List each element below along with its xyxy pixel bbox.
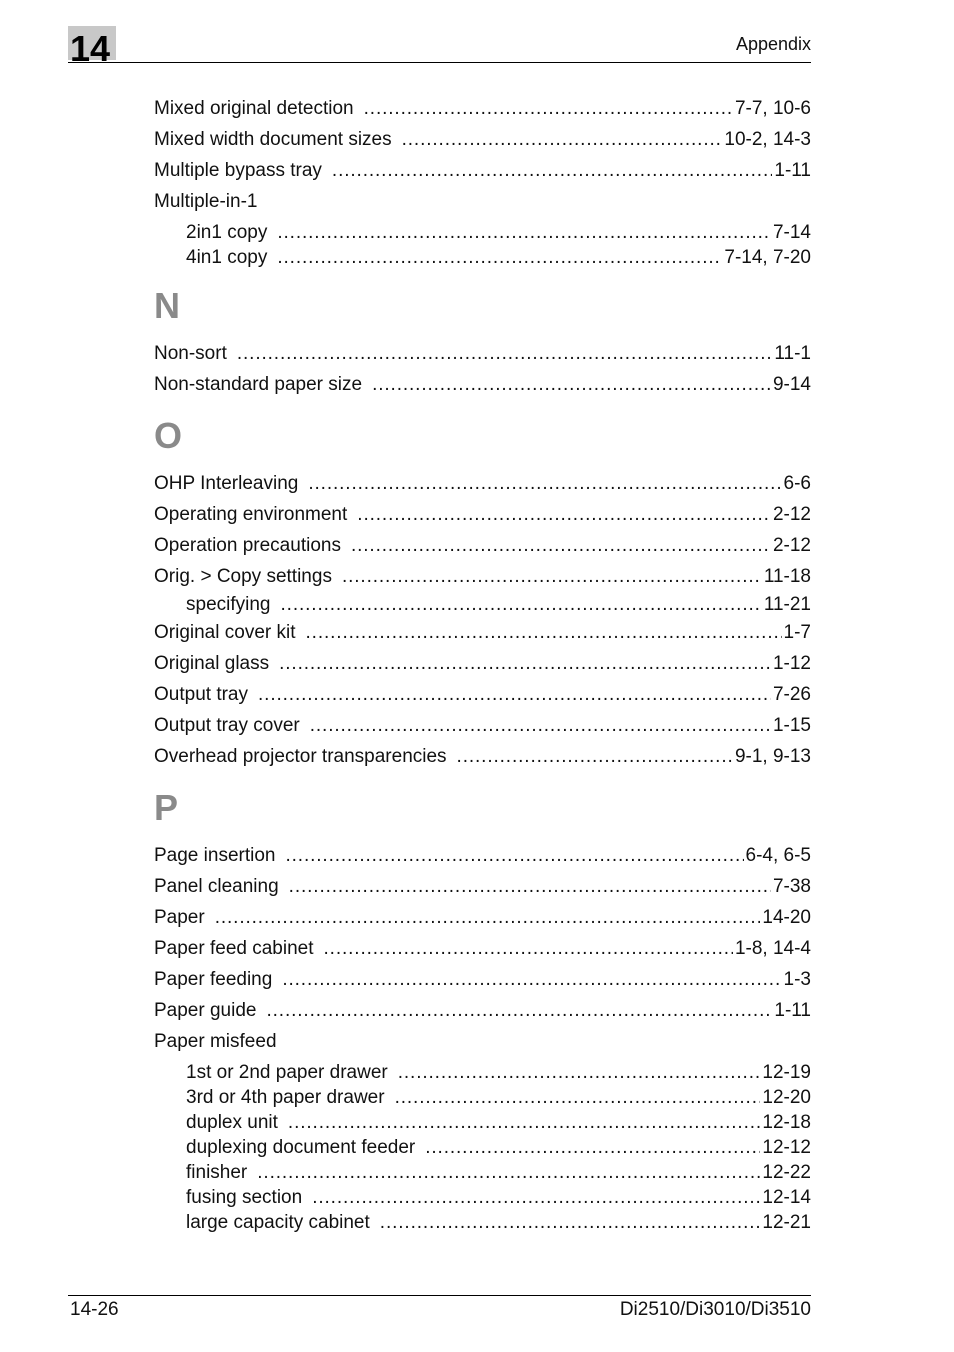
index-page-refs: 12-21: [762, 1212, 811, 1233]
index-subentry: [154, 245, 811, 270]
index-term: duplex unit: [186, 1112, 278, 1133]
dot-leader: [351, 530, 771, 561]
index-term: Non-standard paper size: [154, 374, 363, 395]
index-entry: [154, 1026, 811, 1057]
index-entry: [154, 155, 811, 186]
index-term: Paper misfeed: [154, 1031, 277, 1052]
index-entry: [154, 741, 811, 772]
dot-leader: [306, 617, 782, 648]
index-page-refs: 7-38: [772, 876, 811, 897]
index-entry: [154, 840, 811, 871]
dot-leader: [258, 679, 771, 710]
index-page-refs: 1-11: [774, 160, 811, 181]
index-subentry: [154, 1185, 811, 1210]
header-divider: [68, 62, 811, 63]
index-subentry: [154, 1110, 811, 1135]
index-page-refs: 9-14: [772, 374, 811, 395]
index-page-refs: 1-15: [772, 715, 811, 736]
index-page-refs: 1-7: [783, 622, 811, 643]
index-term: 4in1 copy: [186, 247, 268, 268]
dot-leader: [277, 220, 771, 245]
index-page-refs: 7-7, 10-6: [734, 98, 811, 119]
dot-leader: [324, 933, 733, 964]
index-page-refs: 12-14: [762, 1187, 811, 1208]
index-term: Page insertion: [154, 845, 276, 866]
index-entry: [154, 186, 811, 217]
index-subentry: [154, 1135, 811, 1160]
index-entry: [154, 964, 811, 995]
dot-leader: [364, 93, 733, 124]
index-page-refs: 1-8, 14-4: [734, 938, 811, 959]
index-page-refs: 1-12: [772, 653, 811, 674]
index-page-refs: 2-12: [772, 535, 811, 556]
index-entry: [154, 902, 811, 933]
index-page-refs: 14-20: [762, 907, 811, 928]
index-page-refs: 7-26: [772, 684, 811, 705]
index-page-refs: 6-6: [783, 473, 811, 494]
index-subentry: [154, 1210, 811, 1235]
dot-leader: [372, 369, 771, 400]
index-page-refs: 10-2, 14-3: [724, 129, 811, 150]
index-term: Multiple bypass tray: [154, 160, 322, 181]
index-subentry: [154, 220, 811, 245]
dot-leader: [312, 1185, 760, 1210]
dot-leader: [257, 1160, 760, 1185]
index-entry: [154, 933, 811, 964]
index-term: OHP Interleaving: [154, 473, 299, 494]
index-entry: [154, 499, 811, 530]
index-term: Output tray cover: [154, 715, 300, 736]
index-entry: [154, 124, 811, 155]
index-page-refs: 1-11: [774, 1000, 811, 1021]
index-subentry: [154, 1160, 811, 1185]
dot-leader: [308, 468, 781, 499]
index-entry: [154, 561, 811, 592]
index-page-refs: 12-18: [762, 1112, 811, 1133]
index-subentry: [154, 1060, 811, 1085]
index-term: Mixed width document sizes: [154, 129, 392, 150]
dot-leader: [266, 995, 772, 1026]
index-entry: [154, 617, 811, 648]
index-term: finisher: [186, 1162, 248, 1183]
index-letter-heading: O: [154, 415, 183, 456]
index-term: Mixed original detection: [154, 98, 354, 119]
index-page-refs: 11-18: [763, 566, 811, 587]
index-page-refs: 6-4, 6-5: [745, 845, 811, 866]
dot-leader: [380, 1210, 761, 1235]
index-page-refs: 12-12: [762, 1137, 811, 1158]
index-page-refs: 12-22: [762, 1162, 811, 1183]
index-term: Orig. > Copy settings: [154, 566, 332, 587]
index-page-refs: 12-19: [762, 1062, 811, 1083]
index-entry: [154, 530, 811, 561]
index-term: Multiple-in-1: [154, 191, 258, 212]
index-page-refs: 7-14: [772, 222, 811, 243]
index-letter-heading: P: [154, 787, 179, 828]
index-term: fusing section: [186, 1187, 303, 1208]
index-entry: [154, 871, 811, 902]
index-entry: [154, 648, 811, 679]
index-term: specifying: [186, 594, 271, 615]
model-name: Di2510/Di3010/Di3510: [619, 1299, 811, 1320]
dot-leader: [285, 840, 743, 871]
index-term: Panel cleaning: [154, 876, 279, 897]
index-letter-heading: N: [154, 285, 180, 326]
index-entry: [154, 338, 811, 369]
dot-leader: [282, 964, 781, 995]
dot-leader: [425, 1135, 760, 1160]
index-entry: [154, 679, 811, 710]
index-term: 3rd or 4th paper drawer: [186, 1087, 385, 1108]
chapter-number: 14: [70, 28, 111, 69]
dot-leader: [215, 902, 761, 933]
index-page-refs: 11-1: [774, 343, 811, 364]
dot-leader: [237, 338, 773, 369]
dot-leader: [281, 592, 762, 617]
dot-leader: [289, 871, 771, 902]
index-entry: [154, 710, 811, 741]
index-term: Operation precautions: [154, 535, 341, 556]
dot-leader: [457, 741, 733, 772]
index-page-refs: 1-3: [783, 969, 811, 990]
index-term: Operating environment: [154, 504, 348, 525]
index-term: large capacity cabinet: [186, 1212, 370, 1233]
index-term: Paper feeding: [154, 969, 273, 990]
dot-leader: [332, 155, 772, 186]
dot-leader: [395, 1085, 761, 1110]
index-entry: [154, 468, 811, 499]
index-term: 2in1 copy: [186, 222, 268, 243]
index-term: Overhead projector transparencies: [154, 746, 447, 767]
dot-leader: [310, 710, 771, 741]
page-number: 14-26: [70, 1299, 119, 1320]
index-page-refs: 9-1, 9-13: [734, 746, 811, 767]
index-term: Original cover kit: [154, 622, 296, 643]
section-title: Appendix: [735, 34, 811, 54]
index-term: Original glass: [154, 653, 270, 674]
index-page-refs: 2-12: [772, 504, 811, 525]
index-term: Paper: [154, 907, 205, 928]
index-subentry: [154, 592, 811, 617]
index-subentry: [154, 1085, 811, 1110]
index-page-refs: 7-14, 7-20: [724, 247, 811, 268]
dot-leader: [398, 1060, 761, 1085]
index-entry: [154, 369, 811, 400]
index-page-refs: 11-21: [763, 594, 811, 615]
index-entry: [154, 995, 811, 1026]
index-term: Non-sort: [154, 343, 227, 364]
dot-leader: [402, 124, 723, 155]
index-term: Paper guide: [154, 1000, 257, 1021]
index-term: Paper feed cabinet: [154, 938, 314, 959]
dot-leader: [342, 561, 762, 592]
dot-leader: [357, 499, 771, 530]
index-term: 1st or 2nd paper drawer: [186, 1062, 388, 1083]
index-term: duplexing document feeder: [186, 1137, 416, 1158]
dot-leader: [277, 245, 722, 270]
index-list: [154, 93, 811, 1235]
index-entry: [154, 93, 811, 124]
footer-divider: [68, 1295, 811, 1296]
dot-leader: [279, 648, 771, 679]
index-page-refs: 12-20: [762, 1087, 811, 1108]
index-term: Output tray: [154, 684, 248, 705]
dot-leader: [288, 1110, 760, 1135]
